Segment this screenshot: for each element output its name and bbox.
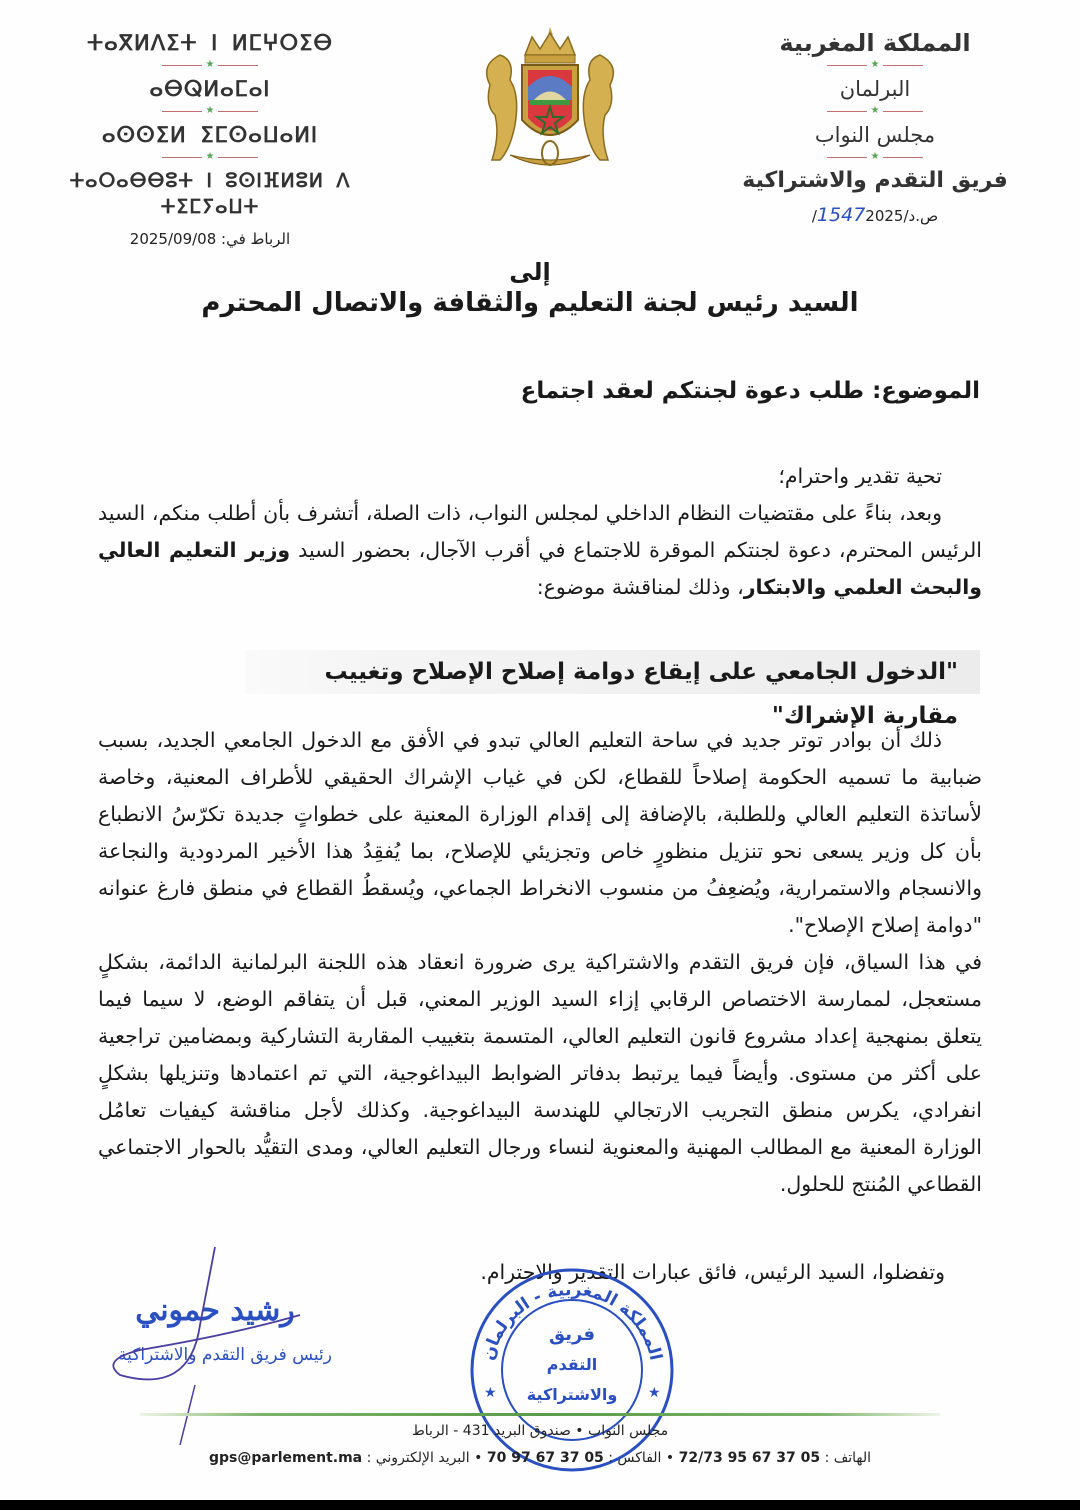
header-house: مجلس النواب [814, 123, 936, 147]
stamp-line-3: والاشتراكية [526, 1385, 618, 1404]
recipient [0, 258, 1080, 318]
minister-title: وزير التعليم العالي والبحث العلمي والابتكار [98, 538, 982, 599]
separator [710, 60, 1040, 70]
header-tifinagh [45, 30, 375, 248]
star-icon: ★ [870, 151, 880, 162]
letter-date [45, 230, 375, 248]
footer-email[interactable]: gps@parlement.ma [208, 1450, 363, 1466]
paragraph-2: في هذا السياق، فإن فريق التقدم والاشتراكية يرى ضرورة انعقاد هذه اللجنة البرلمانية الدائمة، بشكلٍ مستعجل، لممارسة الاختصاص الرقابي إزاء السيد الوزير المعني، قبل أن يتفاقم الوضع، لا سيما فيما يتعلق بمنهجية إعداد مشروع قانون التعليم العالي، المتسمة بتغييب المقاربة التشاركية وبمضامين تراجعية على أكثر من مستوى. وأيضاً فيما يرتبط بدفاتر الضوابط البيداغوجية، التي تم اعتمادها وتنزيلها بشكلٍ انفرادي، يكرس منطق التجريب الارتجالي للهندسة البيداغوجية. وكذلك لأجل مناقشة كيفيات تعامُل الوزارة المعنية مع المطالب المهنية والمعنوية لنساء ورجال التعليم العالي، ومدى التقيُّد بالحوار الاجتماعي القطاعي المُنتج للحلول. [98, 950, 982, 1196]
signature-role: رئيس فريق التقدم والاشتراكية [118, 1345, 332, 1365]
separator [45, 60, 375, 70]
ref-label: ص.د/ [903, 207, 939, 225]
official-stamp-icon [462, 1265, 682, 1480]
separator [45, 106, 375, 116]
header-parliament: البرلمان [839, 77, 911, 101]
date-label: الرباط في: [221, 230, 291, 248]
separator [710, 152, 1040, 162]
star-icon: ★ [205, 105, 215, 116]
header-kingdom: المملكة المغربية [779, 29, 971, 57]
coat-of-arms-icon [470, 25, 630, 175]
svg-text:★: ★ [484, 1385, 497, 1401]
greeting: تحية تقدير واحترام؛ [778, 464, 942, 488]
ref-handwritten-number: 1547 [816, 204, 866, 226]
subject-line: الموضوع: طلب دعوة لجنتكم لعقد اجتماع [520, 378, 980, 404]
topic-title: "الدخول الجامعي على إيقاع دوامة إصلاح الإصلاح وتغييب مقاربة الإشراك" [245, 650, 980, 694]
letter-intro [98, 458, 982, 606]
stamp-outer-text: المملكة المغربية - البرلمان [478, 1279, 666, 1363]
ref-year: 2025/ [811, 207, 904, 225]
closing-line: وتفضلوا، السيد الرئيس، فائق عبارات التقدير والاحترام. [480, 1260, 945, 1284]
tifinagh-kingdom: ⵜⴰⴳⵍⴷⵉⵜ ⵏ ⵍⵎⵖⵔⵉⴱ [86, 31, 334, 55]
recipient-title: السيد رئيس لجنة التعليم والثقافة والاتصال المحترم [201, 288, 859, 318]
date-value: 2025/09/08 [129, 230, 217, 248]
star-icon: ★ [870, 59, 880, 70]
footer-divider [140, 1413, 940, 1416]
star-icon: ★ [870, 105, 880, 116]
header-group: فريق التقدم والاشتراكية [742, 168, 1008, 193]
star-icon: ★ [205, 151, 215, 162]
star-icon: ★ [205, 59, 215, 70]
stamp-line-1: فريق [549, 1324, 595, 1345]
stamp-line-2: التقدم [546, 1355, 598, 1374]
header-arabic [710, 30, 1040, 226]
svg-text:المملكة المغربية - البرلمان [478, 1280, 665, 1363]
letter-body [98, 722, 982, 1203]
signature-name: رشيد حموني [135, 1293, 295, 1328]
svg-text:★: ★ [648, 1385, 661, 1401]
paragraph-1: ذلك أن بوادر توتر جديد في ساحة التعليم العالي تبدو في الأفق مع الدخول الجامعي الجديد، بسبب ضبابية ما تسميه الحكومة إصلاحاً للقطاع، لكن في غياب الإشراك الحقيقي للأطراف المعنية، وخاصة لأساتذة التعليم العالي وللطلبة، بالإضافة إلى إقدام الوزارة المعنية على خطواتٍ جديدة تكرّسُ الانطباع بأن كل وزير يسعى نحو تنزيل منظورٍ خاص وتجزيئي للإصلاح، بما يُفقِدُ هذا الأخير المردودية والنجاعة والانسجام والاستمرارية، ويُضعِفُ من منسوب الانخراط الجماعي، ويُسقطُ القطاع في منطق فارغ عنوانه "دوامة إصلاح الإصلاح". [98, 728, 982, 937]
footer-address: مجلس النواب • صندوق البريد 431 - الرباط [411, 1423, 669, 1439]
separator [45, 152, 375, 162]
footer-fax: 05 37 67 97 70 [486, 1450, 604, 1466]
tifinagh-house: ⴰⵙⵙⵉⵍ ⵉⵎⵙⴰⵡⴰⵍⵏ [101, 123, 319, 147]
intro-paragraph: وبعد، بناءً على مقتضيات النظام الداخلي لمجلس النواب، ذات الصلة، أتشرف بأن أطلب منكم، السيد الرئيس المحترم، دعوة لجنتكم الموقرة للاجتماع في أقرب الآجال، بحضور السيد وزير التعليم العالي والبحث العلمي والابتكار، وذلك لمناقشة موضوع: [98, 501, 982, 599]
reference-number [710, 204, 1040, 226]
separator [710, 106, 1040, 116]
tifinagh-group: ⵜⴰⵔⴰⴱⴱⵓⵜ ⵏ ⵓⵙⵏⴼⵍⵓⵍ ⴷ ⵜⵉⵎⵢⴰⵡⵜ [69, 170, 351, 218]
tifinagh-parliament: ⴰⴱⵕⵍⴰⵎⴰⵏ [149, 77, 271, 101]
recipient-to: إلى [509, 258, 551, 286]
footer-contacts: الهاتف : 05 37 67 95 72/73 • الفاكس : 05 37 67 97 70 • البريد الإلكتروني : gps@parlement.ma [208, 1450, 872, 1466]
footer-phone: 05 37 67 95 72/73 [678, 1450, 821, 1466]
